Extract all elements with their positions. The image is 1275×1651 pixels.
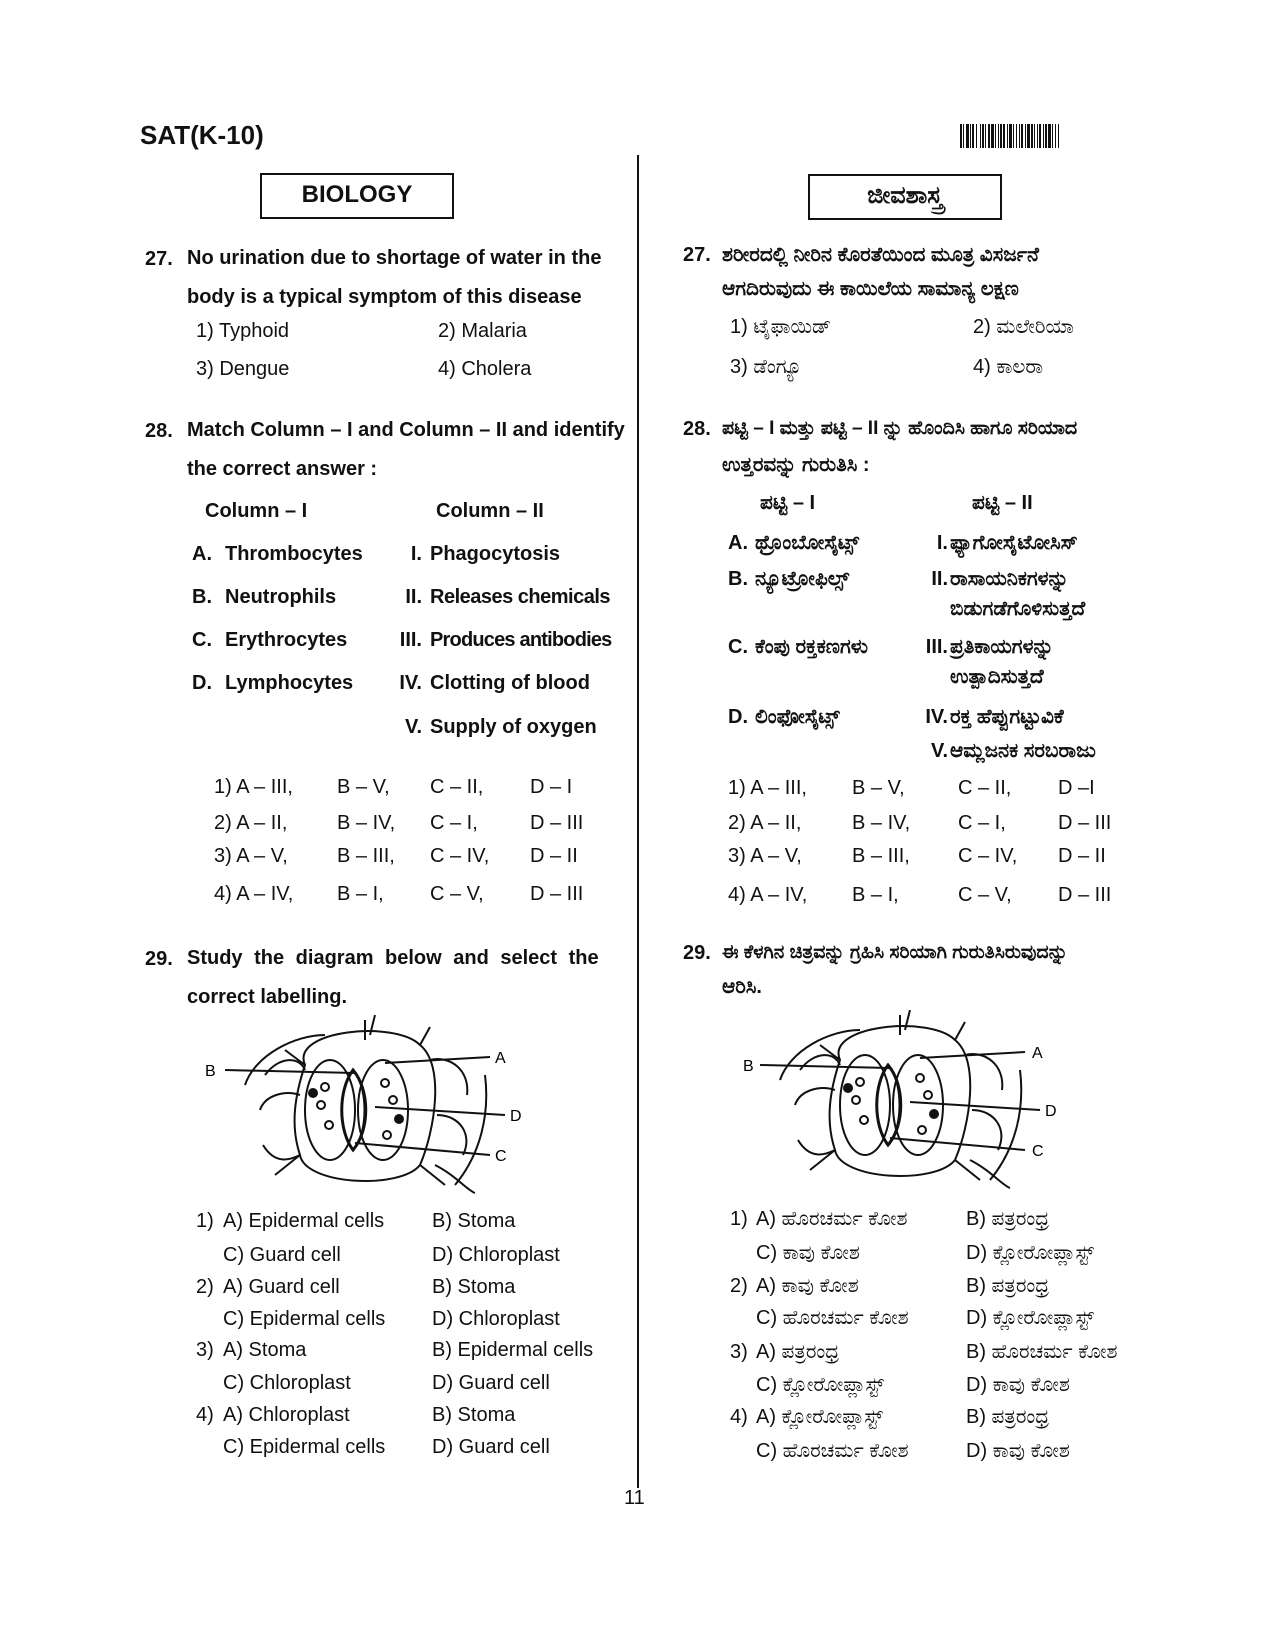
column-2-header: Column – II bbox=[436, 500, 544, 522]
answer-1[interactable]: 1) A – III, bbox=[214, 776, 293, 798]
option-c: C) Epidermal cells bbox=[223, 1308, 386, 1330]
option-a: A) Guard cell bbox=[223, 1276, 340, 1298]
option-b: B) ಪತ್ರರಂಧ್ರ bbox=[966, 1406, 1050, 1428]
question-text-line2: ಉತ್ತರವನ್ನು ಗುರುತಿಸಿ : bbox=[722, 454, 870, 476]
question-text-line1: No urination due to shortage of water in the bbox=[187, 247, 602, 269]
diagram-label-a: A bbox=[1032, 1045, 1043, 1062]
diagram-label-a: A bbox=[495, 1050, 506, 1067]
question-text-line2: ಆರಿಸಿ. bbox=[722, 976, 762, 998]
option-b: B) ಹೊರಚರ್ಮ ಕೋಶ bbox=[966, 1341, 1118, 1363]
answer-3-c: C – IV, bbox=[430, 845, 490, 867]
option-2[interactable]: 2) ಮಲೇರಿಯಾ bbox=[973, 316, 1074, 338]
option-3[interactable]: 3) ಡೆಂಗ್ಯೂ bbox=[730, 356, 803, 378]
question-text-line1: ಶರೀರದಲ್ಲಿ ನೀರಿನ ಕೊರತೆಯಿಂದ ಮೂತ್ರ ವಿಸರ್ಜನೆ bbox=[722, 244, 1039, 266]
answer-3[interactable]: 3) A – V, bbox=[214, 845, 288, 867]
answer-2-b: B – IV, bbox=[852, 812, 911, 834]
option-d: D) ಕ್ಲೋರೋಪ್ಲಾಸ್ಟ್ bbox=[966, 1307, 1095, 1329]
question-text-line2: body is a typical symptom of this disease bbox=[187, 286, 582, 308]
column-2-header: ಪಟ್ಟಿ – II bbox=[972, 492, 1033, 514]
col1-item: Thrombocytes bbox=[225, 543, 363, 565]
option-d: D) Guard cell bbox=[432, 1372, 550, 1394]
question-number: 27. bbox=[683, 244, 711, 266]
diagram-label-d: D bbox=[510, 1108, 522, 1125]
option-3[interactable]: 3) Dengue bbox=[196, 358, 290, 380]
option-a: A) Epidermal cells bbox=[223, 1210, 385, 1232]
col2-key: II. bbox=[931, 568, 948, 590]
answer-2-b: B – IV, bbox=[337, 812, 396, 834]
diagram-label-c: C bbox=[1032, 1143, 1044, 1160]
stomata-diagram-kn bbox=[740, 1010, 1080, 1190]
answer-2-c: C – I, bbox=[958, 812, 1006, 834]
answer-4-c: C – V, bbox=[958, 884, 1012, 906]
option-2[interactable]: 2) Malaria bbox=[438, 320, 527, 342]
option-number[interactable]: 1) bbox=[196, 1210, 214, 1232]
col1-key: B. bbox=[728, 568, 748, 590]
column-divider bbox=[637, 155, 639, 1488]
answer-3-b: B – III, bbox=[852, 845, 910, 867]
question-text-line1: ಪಟ್ಟಿ – I ಮತ್ತು ಪಟ್ಟಿ – II ನ್ನು ಹೊಂದಿಸಿ ಹಾಗೂ ಸರಿಯಾದ bbox=[722, 418, 1078, 439]
answer-4-b: B – I, bbox=[852, 884, 899, 906]
biology-title-kannada: ಜೀವಶಾಸ್ತ್ರ bbox=[808, 174, 1002, 220]
option-d: D) ಕಾವು ಕೋಶ bbox=[966, 1440, 1070, 1462]
answer-1-d: D – I bbox=[530, 776, 573, 798]
option-number[interactable]: 2) bbox=[730, 1275, 748, 1297]
option-4[interactable]: 4) ಕಾಲರಾ bbox=[973, 356, 1043, 378]
option-b: B) Stoma bbox=[432, 1276, 516, 1298]
exam-code: SAT(K-10) bbox=[140, 120, 264, 150]
question-text-line2: correct labelling. bbox=[187, 986, 348, 1008]
answer-4[interactable]: 4) A – IV, bbox=[214, 883, 294, 905]
col1-key: A. bbox=[192, 543, 212, 565]
option-4[interactable]: 4) Cholera bbox=[438, 358, 532, 380]
col1-key: C. bbox=[192, 629, 212, 651]
col1-item: ಥ್ರೊಂಬೋಸೈಟ್ಸ್ bbox=[755, 532, 860, 554]
col2-item: ಆಮ್ಲಜನಕ ಸರಬರಾಜು bbox=[950, 740, 1096, 762]
col1-key: A. bbox=[728, 532, 748, 554]
page-number: 11 bbox=[624, 1487, 645, 1509]
option-a: A) ಕಾವು ಕೋಶ bbox=[756, 1275, 859, 1297]
option-number[interactable]: 1) bbox=[730, 1208, 748, 1230]
col1-key: D. bbox=[192, 672, 212, 694]
option-a: A) Chloroplast bbox=[223, 1404, 350, 1426]
option-1[interactable]: 1) Typhoid bbox=[196, 320, 290, 342]
barcode-image bbox=[960, 124, 1130, 148]
col2-item: Clotting of blood bbox=[430, 672, 590, 694]
question-number: 28. bbox=[145, 420, 173, 442]
option-number[interactable]: 2) bbox=[196, 1276, 214, 1298]
col2-item: Releases chemicals bbox=[430, 586, 611, 608]
question-text-line1: Match Column – I and Column – II and identify bbox=[187, 419, 625, 441]
option-number[interactable]: 3) bbox=[196, 1339, 214, 1361]
answer-1-c: C – II, bbox=[430, 776, 484, 798]
biology-title: BIOLOGY bbox=[260, 173, 454, 219]
col2-key: IV. bbox=[399, 672, 422, 694]
option-a: A) ಪತ್ರರಂಧ್ರ bbox=[756, 1341, 840, 1363]
answer-2-d: D – III bbox=[530, 812, 584, 834]
option-d: D) ಕಾವು ಕೋಶ bbox=[966, 1374, 1070, 1396]
col1-item: ಕೆಂಪು ರಕ್ತಕಣಗಳು bbox=[755, 636, 868, 658]
answer-3-d: D – II bbox=[530, 845, 578, 867]
col2-key: I. bbox=[410, 543, 422, 565]
option-c: C) Chloroplast bbox=[223, 1372, 351, 1394]
col1-key: B. bbox=[192, 586, 212, 608]
col2-key: III. bbox=[925, 636, 948, 658]
col1-item: Erythrocytes bbox=[225, 629, 348, 651]
col2-item: ಫ್ಯಾಗೋಸೈಟೋಸಿಸ್ bbox=[950, 532, 1078, 554]
col2-key: III. bbox=[399, 629, 422, 651]
option-a: A) ಹೊರಚರ್ಮ ಕೋಶ bbox=[756, 1208, 908, 1230]
option-b: B) Stoma bbox=[432, 1210, 516, 1232]
answer-3-d: D – II bbox=[1058, 845, 1106, 867]
answer-2-d: D – III bbox=[1058, 812, 1112, 834]
col2-item: ರಕ್ತ ಹೆಪ್ಪುಗಟ್ಟುವಿಕೆ bbox=[950, 706, 1064, 728]
option-1[interactable]: 1) ಟೈಫಾಯಿಡ್ bbox=[730, 316, 832, 338]
answer-2[interactable]: 2) A – II, bbox=[214, 812, 288, 834]
option-number[interactable]: 4) bbox=[196, 1404, 214, 1426]
question-number: 29. bbox=[683, 942, 711, 964]
col2-item: ರಾಸಾಯನಿಕಗಳನ್ನು bbox=[950, 568, 1069, 590]
col2-key: V. bbox=[404, 716, 422, 738]
option-a: A) ಕ್ಲೋರೋಪ್ಲಾಸ್ಟ್ bbox=[756, 1406, 883, 1428]
question-text-line2: the correct answer : bbox=[187, 458, 378, 480]
col1-item: ನ್ಯೂಟ್ರೋಫಿಲ್ಸ್ bbox=[755, 568, 850, 590]
diagram-label-b: B bbox=[205, 1063, 216, 1080]
col2-key: II. bbox=[405, 586, 422, 608]
answer-3-c: C – IV, bbox=[958, 845, 1018, 867]
option-b: B) Stoma bbox=[432, 1404, 516, 1426]
answer-4-c: C – V, bbox=[430, 883, 484, 905]
option-b: B) Epidermal cells bbox=[432, 1339, 594, 1361]
col1-item: ಲಿಂಫೋಸೈಟ್ಸ್ bbox=[755, 706, 840, 728]
answer-2[interactable]: 2) A – II, bbox=[728, 812, 802, 834]
question-number: 27. bbox=[145, 248, 173, 270]
answer-1-b: B – V, bbox=[337, 776, 390, 798]
question-text-line2: ಆಗದಿರುವುದು ಈ ಕಾಯಿಲೆಯ ಸಾಮಾನ್ಯ ಲಕ್ಷಣ bbox=[722, 278, 1019, 300]
option-c: C) Epidermal cells bbox=[223, 1436, 386, 1458]
col1-key: D. bbox=[728, 706, 748, 728]
answer-4[interactable]: 4) A – IV, bbox=[728, 884, 808, 906]
col2-key: V. bbox=[930, 740, 948, 762]
stomata-diagram bbox=[205, 1015, 545, 1195]
option-d: D) Chloroplast bbox=[432, 1308, 560, 1330]
diagram-label-b: B bbox=[743, 1058, 754, 1075]
col1-item: Lymphocytes bbox=[225, 672, 354, 694]
col1-key: C. bbox=[728, 636, 748, 658]
option-c: C) ಕ್ಲೋರೋಪ್ಲಾಸ್ಟ್ bbox=[756, 1374, 885, 1396]
col2-item-cont: ಬಿಡುಗಡೆಗೊಳಿಸುತ್ತದೆ bbox=[950, 598, 1086, 620]
answer-1-c: C – II, bbox=[958, 777, 1012, 799]
answer-4-d: D – III bbox=[1058, 884, 1112, 906]
question-number: 28. bbox=[683, 418, 711, 440]
col2-item: Produces antibodies bbox=[430, 629, 612, 651]
option-c: C) ಕಾವು ಕೋಶ bbox=[756, 1242, 860, 1264]
option-b: B) ಪತ್ರರಂಧ್ರ bbox=[966, 1208, 1050, 1230]
answer-4-b: B – I, bbox=[337, 883, 384, 905]
option-c: C) ಹೊರಚರ್ಮ ಕೋಶ bbox=[756, 1440, 909, 1462]
col2-item: Phagocytosis bbox=[430, 543, 561, 565]
option-d: D) Chloroplast bbox=[432, 1244, 560, 1266]
column-1-header: ಪಟ್ಟಿ – I bbox=[760, 492, 816, 514]
option-b: B) ಪತ್ರರಂಧ್ರ bbox=[966, 1275, 1050, 1297]
answer-2-c: C – I, bbox=[430, 812, 478, 834]
answer-1-b: B – V, bbox=[852, 777, 905, 799]
question-text-line1: ಈ ಕೆಳಗಿನ ಚಿತ್ರವನ್ನು ಗ್ರಹಿಸಿ ಸರಿಯಾಗಿ ಗುರುತಿಸಿರುವುದನ್ನು bbox=[722, 942, 1068, 963]
option-d: D) Guard cell bbox=[432, 1436, 550, 1458]
col2-key: IV. bbox=[925, 706, 948, 728]
question-text-line1: Study the diagram below and select the bbox=[187, 947, 599, 969]
option-number[interactable]: 3) bbox=[730, 1341, 748, 1363]
answer-3[interactable]: 3) A – V, bbox=[728, 845, 802, 867]
option-a: A) Stoma bbox=[223, 1339, 307, 1361]
diagram-label-d: D bbox=[1045, 1103, 1057, 1120]
col2-item: Supply of oxygen bbox=[430, 716, 597, 738]
answer-1-d: D –I bbox=[1058, 777, 1095, 799]
option-c: C) Guard cell bbox=[223, 1244, 341, 1266]
answer-3-b: B – III, bbox=[337, 845, 395, 867]
col1-item: Neutrophils bbox=[225, 586, 337, 608]
option-c: C) ಹೊರಚರ್ಮ ಕೋಶ bbox=[756, 1307, 909, 1329]
col2-item: ಪ್ರತಿಕಾಯಗಳನ್ನು bbox=[950, 636, 1054, 658]
diagram-label-c: C bbox=[495, 1148, 507, 1165]
col2-key: I. bbox=[936, 532, 948, 554]
column-1-header: Column – I bbox=[205, 500, 308, 522]
option-d: D) ಕ್ಲೋರೋಪ್ಲಾಸ್ಟ್ bbox=[966, 1242, 1095, 1264]
col2-item-cont: ಉತ್ಪಾದಿಸುತ್ತದೆ bbox=[950, 666, 1044, 688]
answer-1[interactable]: 1) A – III, bbox=[728, 777, 807, 799]
option-number[interactable]: 4) bbox=[730, 1406, 748, 1428]
answer-4-d: D – III bbox=[530, 883, 584, 905]
question-number: 29. bbox=[145, 948, 173, 970]
